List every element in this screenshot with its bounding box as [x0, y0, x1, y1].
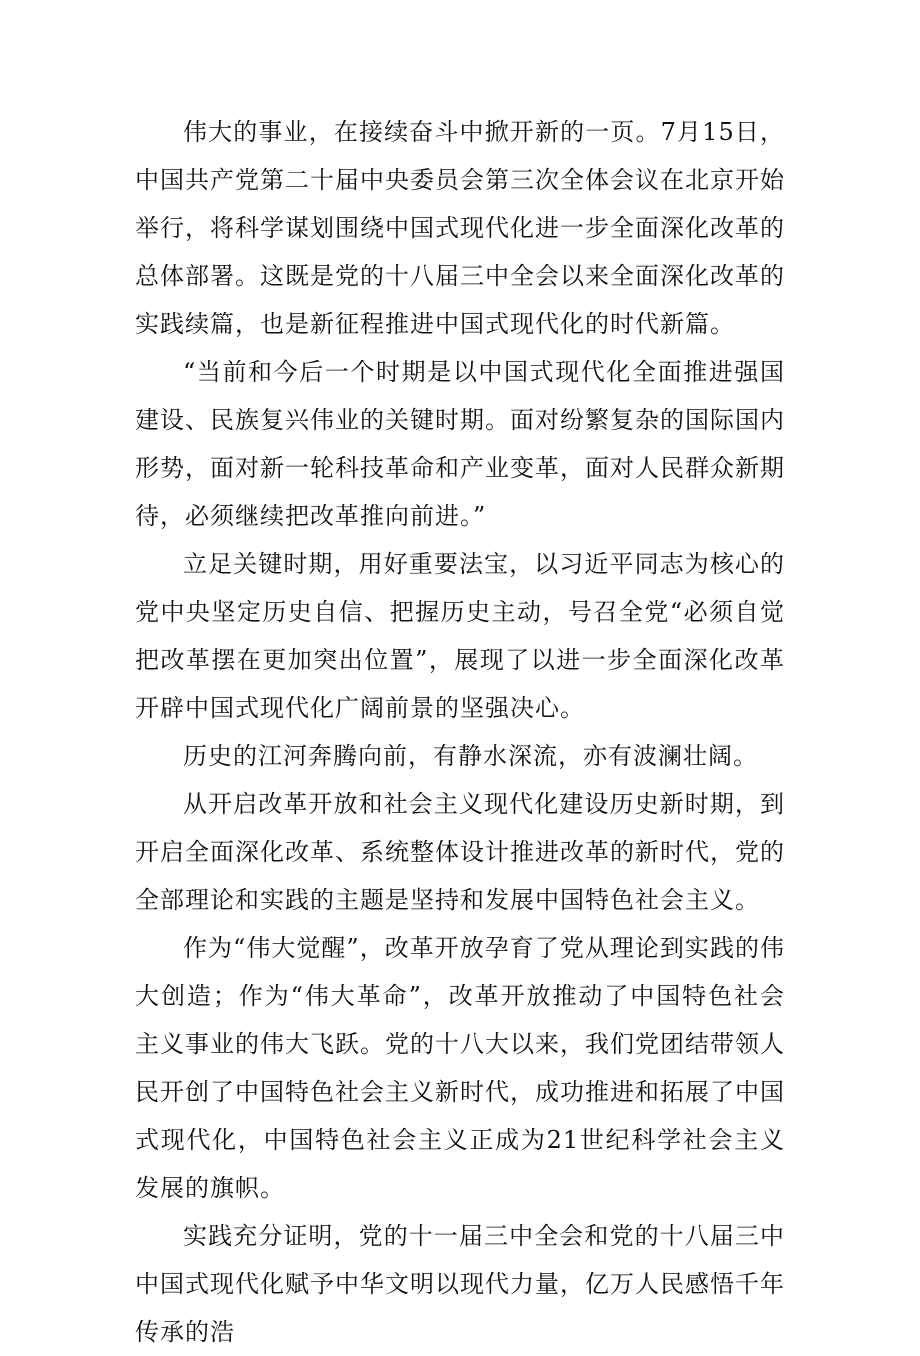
paragraph-5: 从开启改革开放和社会主义现代化建设历史新时期，到开启全面深化改革、系统整体设计推进改革的新时代，党的全部理论和实践的主题是坚持和发展中国特色社会主义。	[135, 790, 785, 914]
paragraph-6: 作为“伟大觉醒”，改革开放孕育了党从理论到实践的伟大创造；作为“伟大革命”，改革开放推动了中国特色社会主义事业的伟大飞跃。党的十八大以来，我们党团结带领人民开创了中国特色社会主义新时代，成功推进和拓展了中国式现代化，中国特色社会主义正成为21世纪科学社会主义发展的旗帜。	[135, 934, 785, 1202]
paragraph-4: 历史的江河奔腾向前，有静水深流，亦有波澜壮阔。	[183, 742, 758, 770]
paragraph-1: 伟大的事业，在接续奋斗中掀开新的一页。7月15日，中国共产党第二十届中央委员会第三次全体会议在北京开始举行，将科学谋划围绕中国式现代化进一步全面深化改革的总体部署。这既是党的十八届三中全会以来全面深化改革的实践续篇，也是新征程推进中国式现代化的时代新篇。	[135, 118, 785, 338]
paragraph-3: 立足关键时期，用好重要法宝，以习近平同志为核心的党中央坚定历史自信、把握历史主动，号召全党“必须自觉把改革摆在更加突出位置”，展现了以进一步全面深化改革开辟中国式现代化广阔前景的坚强决心。	[135, 550, 785, 722]
paragraph-2: “当前和今后一个时期是以中国式现代化全面推进强国建设、民族复兴伟业的关键时期。面对纷繁复杂的国际国内形势，面对新一轮科技革命和产业变革，面对人民群众新期待，必须继续把改革推向前进。”	[135, 358, 785, 530]
paragraph-7: 实践充分证明，党的十一届三中全会和党的十八届三中中国式现代化赋予中华文明以现代力量，亿万人民感悟千年传承的浩	[135, 1222, 785, 1346]
document-body	[135, 108, 785, 1356]
